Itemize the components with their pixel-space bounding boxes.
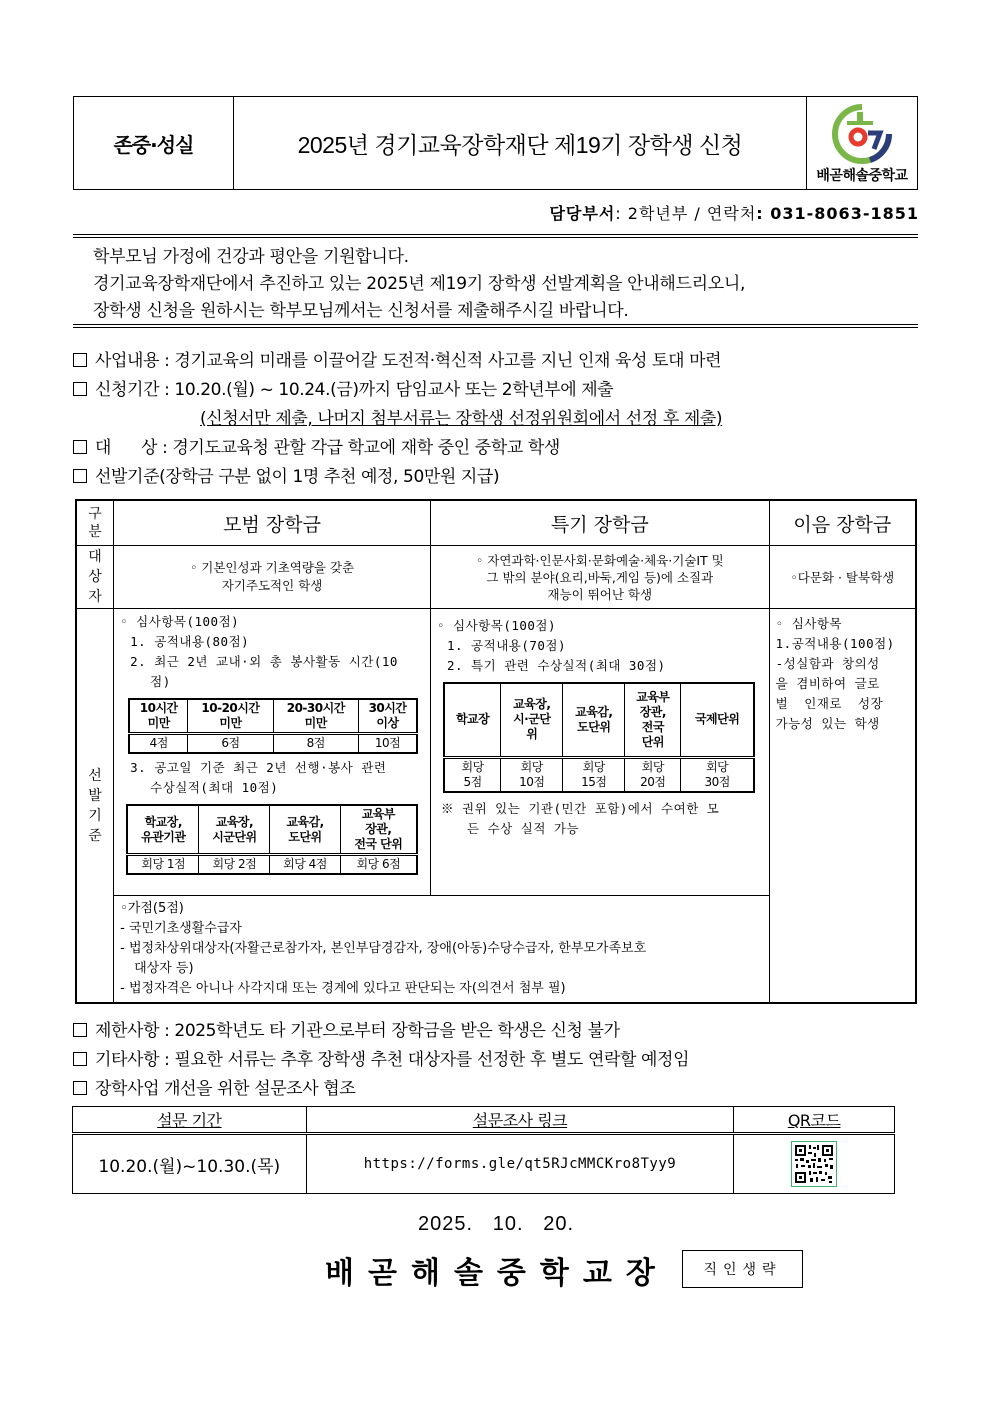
row-header-target [76,546,114,609]
criteria-talent: ◦ 심사항목(100점) 1. 공적내용(70점) 2. 특기 관련 수상실적(최대 30점) 학교장 교육장, 시·군단 위 교육감, 도단위 교육부 장관, 전국 단위 국제단위 회당 5점 회당 10점 회당 15점 회당 20점 회당 30점 ※ 권위 있는 기관(민간 포함)에서 수여한 모 든 수상 실적 가능 [430,609,769,896]
target-ieum: ◦다문화 · 탈북학생 [769,546,916,609]
survey-value-row [73,1134,895,1194]
col-talent-scholarship: 특기 장학금 [430,500,769,546]
row-header-criteria [76,609,114,1004]
vertical-char: 선 [88,767,102,784]
vertical-char: 준 [88,827,102,844]
talent-award-table [443,682,755,793]
contact-line: 담당부서: 2학년부 / 연락처: 031-8063-1851 [549,204,919,223]
talent-award-points-cell: 회당 30점 [681,757,754,792]
dept-value: 2학년부 [627,204,689,223]
survey-period: 10.20.(월)~10.30.(목) [73,1134,307,1194]
model-award-header-cell: 교육감, 도단위 [270,805,340,855]
volunteer-points-cell: 4점 [129,734,188,754]
contact-separator: / [694,204,701,223]
double-rule-bottom [73,324,918,328]
vertical-char: 기 [88,807,102,824]
note-restriction: 제한사항 : 2025학년도 타 기관으로부터 장학금을 받은 학생은 신청 불가 [73,1016,620,1041]
talent-award-points-cell: 회당 15점 [563,757,625,792]
volunteer-points-cell: 10점 [358,734,417,754]
talent-award-header-cell: 교육감, 도단위 [563,683,625,757]
checkbox-icon [73,440,87,454]
survey-qr-cell [734,1134,895,1194]
checkbox-icon [73,1052,87,1066]
model-award-points-cell: 회당 6점 [340,855,417,875]
model-award-header-cell: 교육장, 시군단위 [199,805,270,855]
model-award-points-cell: 회당 2점 [199,855,270,875]
vertical-char: 자 [88,589,102,605]
talent-award-header-cell: 학교장 [444,683,501,757]
volunteer-header-cell: 20-30시간 미만 [273,699,358,734]
survey-link[interactable]: https://forms.gle/qt5RJcMMCKro8Tyy9 [306,1134,734,1194]
criteria-ieum: ◦ 심사항목 1.공적내용(100점) -성실함과 창의성 을 겸비하여 글로 벌 인재로 성장 가능성 있는 학생 [769,609,916,1004]
header-box [73,96,918,190]
issue-date: 2025. 10. 20. [418,1213,574,1235]
talent-award-header-cell: 국제단위 [681,683,754,757]
col-header-gubun [76,500,114,546]
volunteer-header-row [129,699,417,734]
vertical-char: 대 [88,549,102,565]
col-model-scholarship: 모범 장학금 [114,500,431,546]
model-award-points-cell: 회당 1점 [127,855,199,875]
criteria-model: ◦ 심사항목(100점) 1. 공적내용(80점) 2. 최근 2년 교내·외 총 봉사활동 시간(10 점) 10시간 미만 10-20시간 미만 20-30시간 미만 30시간 이상 4점 6점 8점 10점 3. 공고일 기준 최근 2년 선행·봉사 관련 수상실적(최대 10점) 학교장, 유관기관 교육장, 시군단위 교육감, 도단위 교육부 장관, 전국 단위 회당 1점 회당 2점 회당 4점 회당 6점 [114,609,431,896]
seal-omitted-box: 직인생략 [682,1250,803,1288]
info-period: 신청기간 : 10.20.(월) ~ 10.24.(금)까지 담임교사 또는 2학년부에 제출 [73,375,613,400]
greeting-line-2: 경기교육장학재단에서 추진하고 있는 2025년 제19기 장학생 선발계획을 안내해드리오니, [93,274,746,294]
volunteer-header-cell: 10시간 미만 [129,699,188,734]
school-logo-name: 배곧해솔중학교 [816,168,908,184]
school-motto: 존중·성실 [74,97,234,189]
greeting-block [73,234,918,328]
volunteer-points-cell: 8점 [273,734,358,754]
checkbox-icon [73,382,87,396]
talent-award-points-cell: 회당 20점 [625,757,681,792]
model-award-header-row [127,805,417,855]
note-other: 기타사항 : 필요한 서류는 추후 장학생 추천 대상자를 선정한 후 별도 연락할 예정임 [73,1045,689,1070]
model-award-header-cell: 학교장, 유관기관 [127,805,199,855]
phone-value: 031-8063-1851 [770,204,919,223]
school-logo [806,97,917,189]
volunteer-hours-table [128,698,418,754]
greeting-line-1: 학부모님 가정에 건강과 평안을 기원합니다. [93,247,409,267]
checkbox-icon [73,353,87,367]
info-target: 대 상 : 경기도교육청 관할 각급 학교에 재학 중인 중학교 학생 [73,433,560,458]
principal-name: 배곧해솔중학교장 [325,1256,669,1291]
info-business: 사업내용 : 경기교육의 미래를 이끌어갈 도전적·혁신적 사고를 지닌 인재 육성 토대 마련 [73,346,721,371]
vertical-char: 발 [88,787,102,804]
model-award-header-cell: 교육부 장관, 전국 단위 [340,805,417,855]
checkbox-icon [73,1081,87,1095]
talent-award-points-cell: 회당 5점 [444,757,501,792]
survey-link-header: 설문조사 링크 [306,1107,734,1134]
vertical-char: 상 [88,569,102,585]
volunteer-points-cell: 6점 [188,734,273,754]
criteria-header-row [76,500,916,546]
model-award-points-cell: 회당 4점 [270,855,340,875]
criteria-table [75,499,917,1004]
volunteer-header-cell: 30시간 이상 [358,699,417,734]
greeting-line-3: 장학생 신청을 원하시는 학부모님께서는 신청서를 제출해주시길 바랍니다. [93,301,629,321]
dept-label: 담당부서 [549,204,616,223]
document-title: 2025년 경기교육장학재단 제19기 장학생 신청 [297,131,743,158]
survey-period-header: 설문 기간 [73,1107,307,1134]
target-talent: ◦ 자연과학·인문사회·문화예술·체육·기술IT 및 그 밖의 분야(요리,바둑,게임 등)에 소질과 재능이 뛰어난 학생 [430,546,769,609]
vertical-char: 구 [88,506,102,522]
double-rule-top [73,234,918,238]
talent-award-points-row [444,757,754,792]
model-award-points-row [127,855,417,875]
qr-code-icon[interactable] [791,1141,837,1187]
info-criteria: 선발기준(장학금 구분 없이 1명 추천 예정, 50만원 지급) [73,462,499,487]
survey-table [72,1106,895,1194]
col-ieum-scholarship: 이음 장학금 [769,500,916,546]
volunteer-header-cell: 10-20시간 미만 [188,699,273,734]
survey-header-row [73,1107,895,1134]
target-row [76,546,916,609]
model-award-table [126,804,418,875]
checkbox-icon [73,1023,87,1037]
talent-award-header-row [444,683,754,757]
talent-award-header-cell: 교육부 장관, 전국 단위 [625,683,681,757]
info-period-note: (신청서만 제출, 나머지 첨부서류는 장학생 선정위원회에서 선정 후 제출) [200,409,723,429]
survey-qr-header: QR코드 [734,1107,895,1134]
volunteer-points-row [129,734,417,754]
school-emblem-icon [830,103,894,165]
criteria-row [76,609,916,896]
talent-award-header-cell: 교육장, 시·군단 위 [501,683,563,757]
phone-label: 연락처 [706,204,757,223]
talent-award-points-cell: 회당 10점 [501,757,563,792]
note-survey: 장학사업 개선을 위한 설문조사 협조 [73,1074,355,1099]
checkbox-icon [73,469,87,483]
bonus-points: ◦가점(5점) - 국민기초생활수급자 - 법정차상위대상자(자활근로참가자, 본인부담경감자, 장애(아동)수당수급자, 한부모가족보호 대상자 등) - 법정자격은 아니나 사각지대 또는 경계에 있다고 판단되는 자(의견서 첨부 필) [114,896,770,1004]
target-model: ◦ 기본인성과 기초역량을 갖춘 자기주도적인 학생 [114,546,431,609]
vertical-char: 분 [88,524,102,540]
